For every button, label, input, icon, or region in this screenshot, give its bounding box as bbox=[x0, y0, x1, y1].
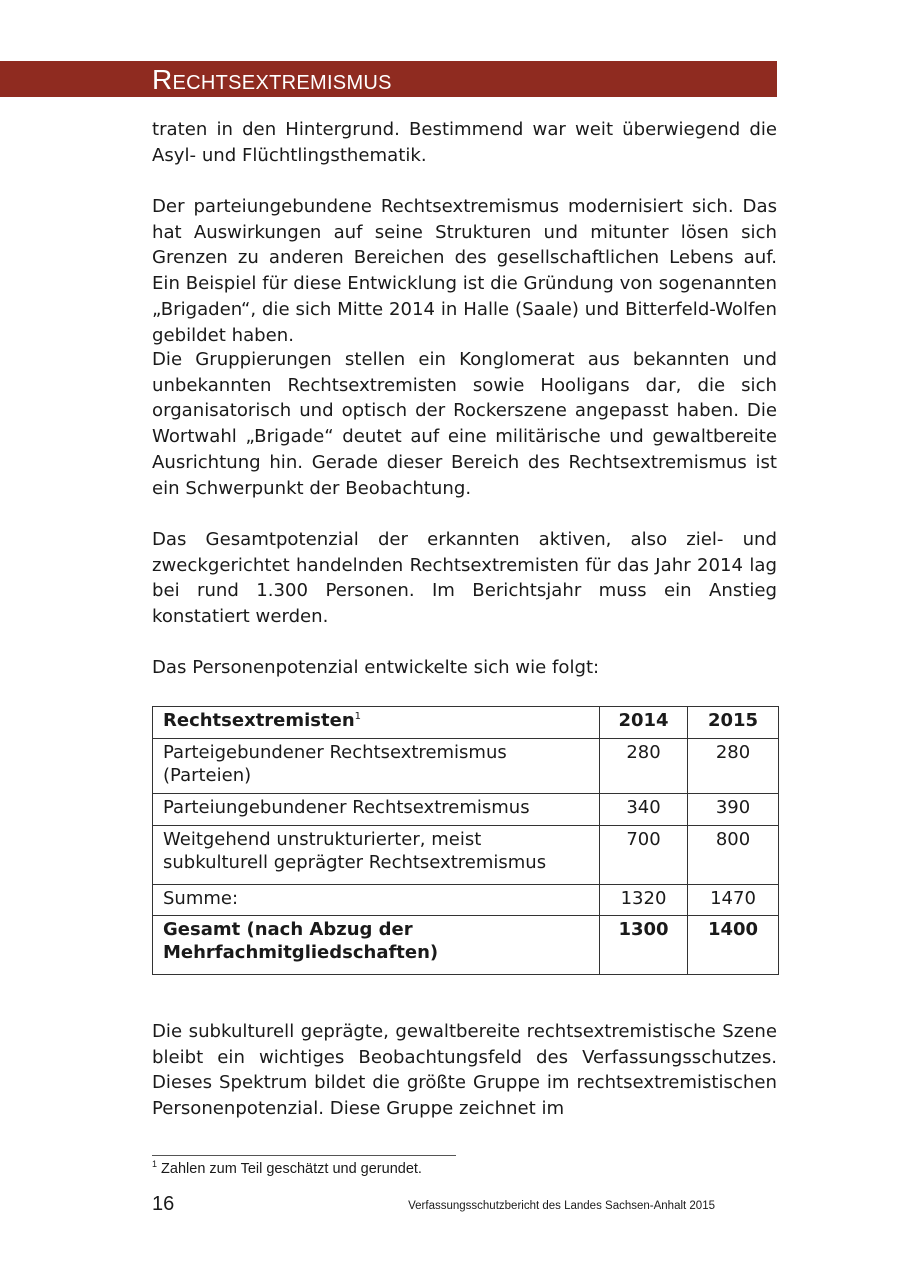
row-label: Parteiungebundener Rechtsextremismus bbox=[153, 794, 600, 826]
footnote-marker: 1 bbox=[152, 1159, 158, 1170]
table-row-sum bbox=[153, 885, 779, 916]
row-label: Gesamt (nach Abzug der Mehrfachmitgliedschaften) bbox=[153, 916, 600, 975]
row-label: Summe: bbox=[153, 885, 600, 916]
footnote-ref: 1 bbox=[354, 711, 362, 722]
row-value-2014: 700 bbox=[600, 826, 688, 885]
paragraph-modernization: Der parteiungebundene Rechtsextremismus modernisiert sich. Das hat Auswirkungen auf seine Strukturen und mitunter lösen sich Grenzen zu anderen Bereichen des gesellschaftlichen Lebens auf. Ein Beispiel für diese Entwicklung ist die Gründung von sogenannten „Brigaden“, die sich Mitte 2014 in Halle (Saale) und Bitterfeld-Wolfen gebildet haben. bbox=[152, 196, 777, 346]
table-header-2014: 2014 bbox=[600, 707, 688, 739]
table-row bbox=[153, 794, 779, 826]
paragraph-total-potential: Das Gesamtpotenzial der erkannten aktiven, also ziel- und zweckgerichtet handelnden Rechtsextremisten für das Jahr 2014 lag bei rund 1.300 Personen. Im Berichtsjahr muss ein Anstieg konstatiert werden. bbox=[152, 529, 777, 628]
row-value-2014: 280 bbox=[600, 739, 688, 794]
table-row bbox=[153, 739, 779, 794]
row-value-2015: 390 bbox=[688, 794, 779, 826]
personnel-potential-table bbox=[152, 706, 779, 975]
row-value-2015: 1470 bbox=[688, 885, 779, 916]
table-header-label: Rechtsextremisten bbox=[163, 710, 355, 731]
row-value-2014: 1320 bbox=[600, 885, 688, 916]
page-number: 16 bbox=[152, 1193, 175, 1215]
footnote-text: Zahlen zum Teil geschätzt und gerundet. bbox=[157, 1161, 422, 1177]
chapter-header-bar bbox=[0, 61, 777, 97]
table-row bbox=[153, 826, 779, 885]
paragraph-groupings: Die Gruppierungen stellen ein Konglomerat aus bekannten und unbekannten Rechtsextremisten sowie Hooligans dar, die sich organisatorisch und optisch der Rockerszene angepasst haben. Die Wortwahl „Brigade“ deutet auf eine militärische und gewaltbereite Ausrichtung hin. Gerade dieser Bereich des Rechtsextremismus ist ein Schwerpunkt der Beobachtung. bbox=[152, 349, 777, 499]
row-value-2014: 1300 bbox=[600, 916, 688, 975]
table-header-2015: 2015 bbox=[688, 707, 779, 739]
table-header-label-cell bbox=[153, 707, 600, 739]
row-label: Parteigebundener Rechtsextremismus (Parteien) bbox=[153, 739, 600, 794]
footnote bbox=[152, 1160, 422, 1178]
paragraph-subculture: Die subkulturell geprägte, gewaltbereite rechtsextremistische Szene bleibt ein wichtiges Beobachtungsfeld des Verfassungsschutzes. Dieses Spektrum bildet die größte Gruppe im rechtsextremistischen Personenpotenzial. Diese Gruppe zeichnet im bbox=[152, 1021, 777, 1120]
row-label: Weitgehend unstrukturierter, meist subkulturell geprägter Rechtsextremismus bbox=[153, 826, 600, 885]
row-value-2015: 280 bbox=[688, 739, 779, 794]
footnote-divider bbox=[152, 1155, 456, 1156]
row-value-2015: 800 bbox=[688, 826, 779, 885]
paragraph-table-intro: Das Personenpotenzial entwickelte sich wie folgt: bbox=[152, 657, 600, 678]
row-value-2014: 340 bbox=[600, 794, 688, 826]
paragraph-continuation: traten in den Hintergrund. Bestimmend war weit überwiegend die Asyl- und Flüchtlingsthematik. bbox=[152, 119, 777, 166]
chapter-title: Rechtsextremismus bbox=[152, 64, 392, 95]
table-row-total bbox=[153, 916, 779, 975]
running-footer-title: Verfassungsschutzbericht des Landes Sachsen-Anhalt 2015 bbox=[408, 1200, 715, 1212]
row-value-2015: 1400 bbox=[688, 916, 779, 975]
table-header-row bbox=[153, 707, 779, 739]
